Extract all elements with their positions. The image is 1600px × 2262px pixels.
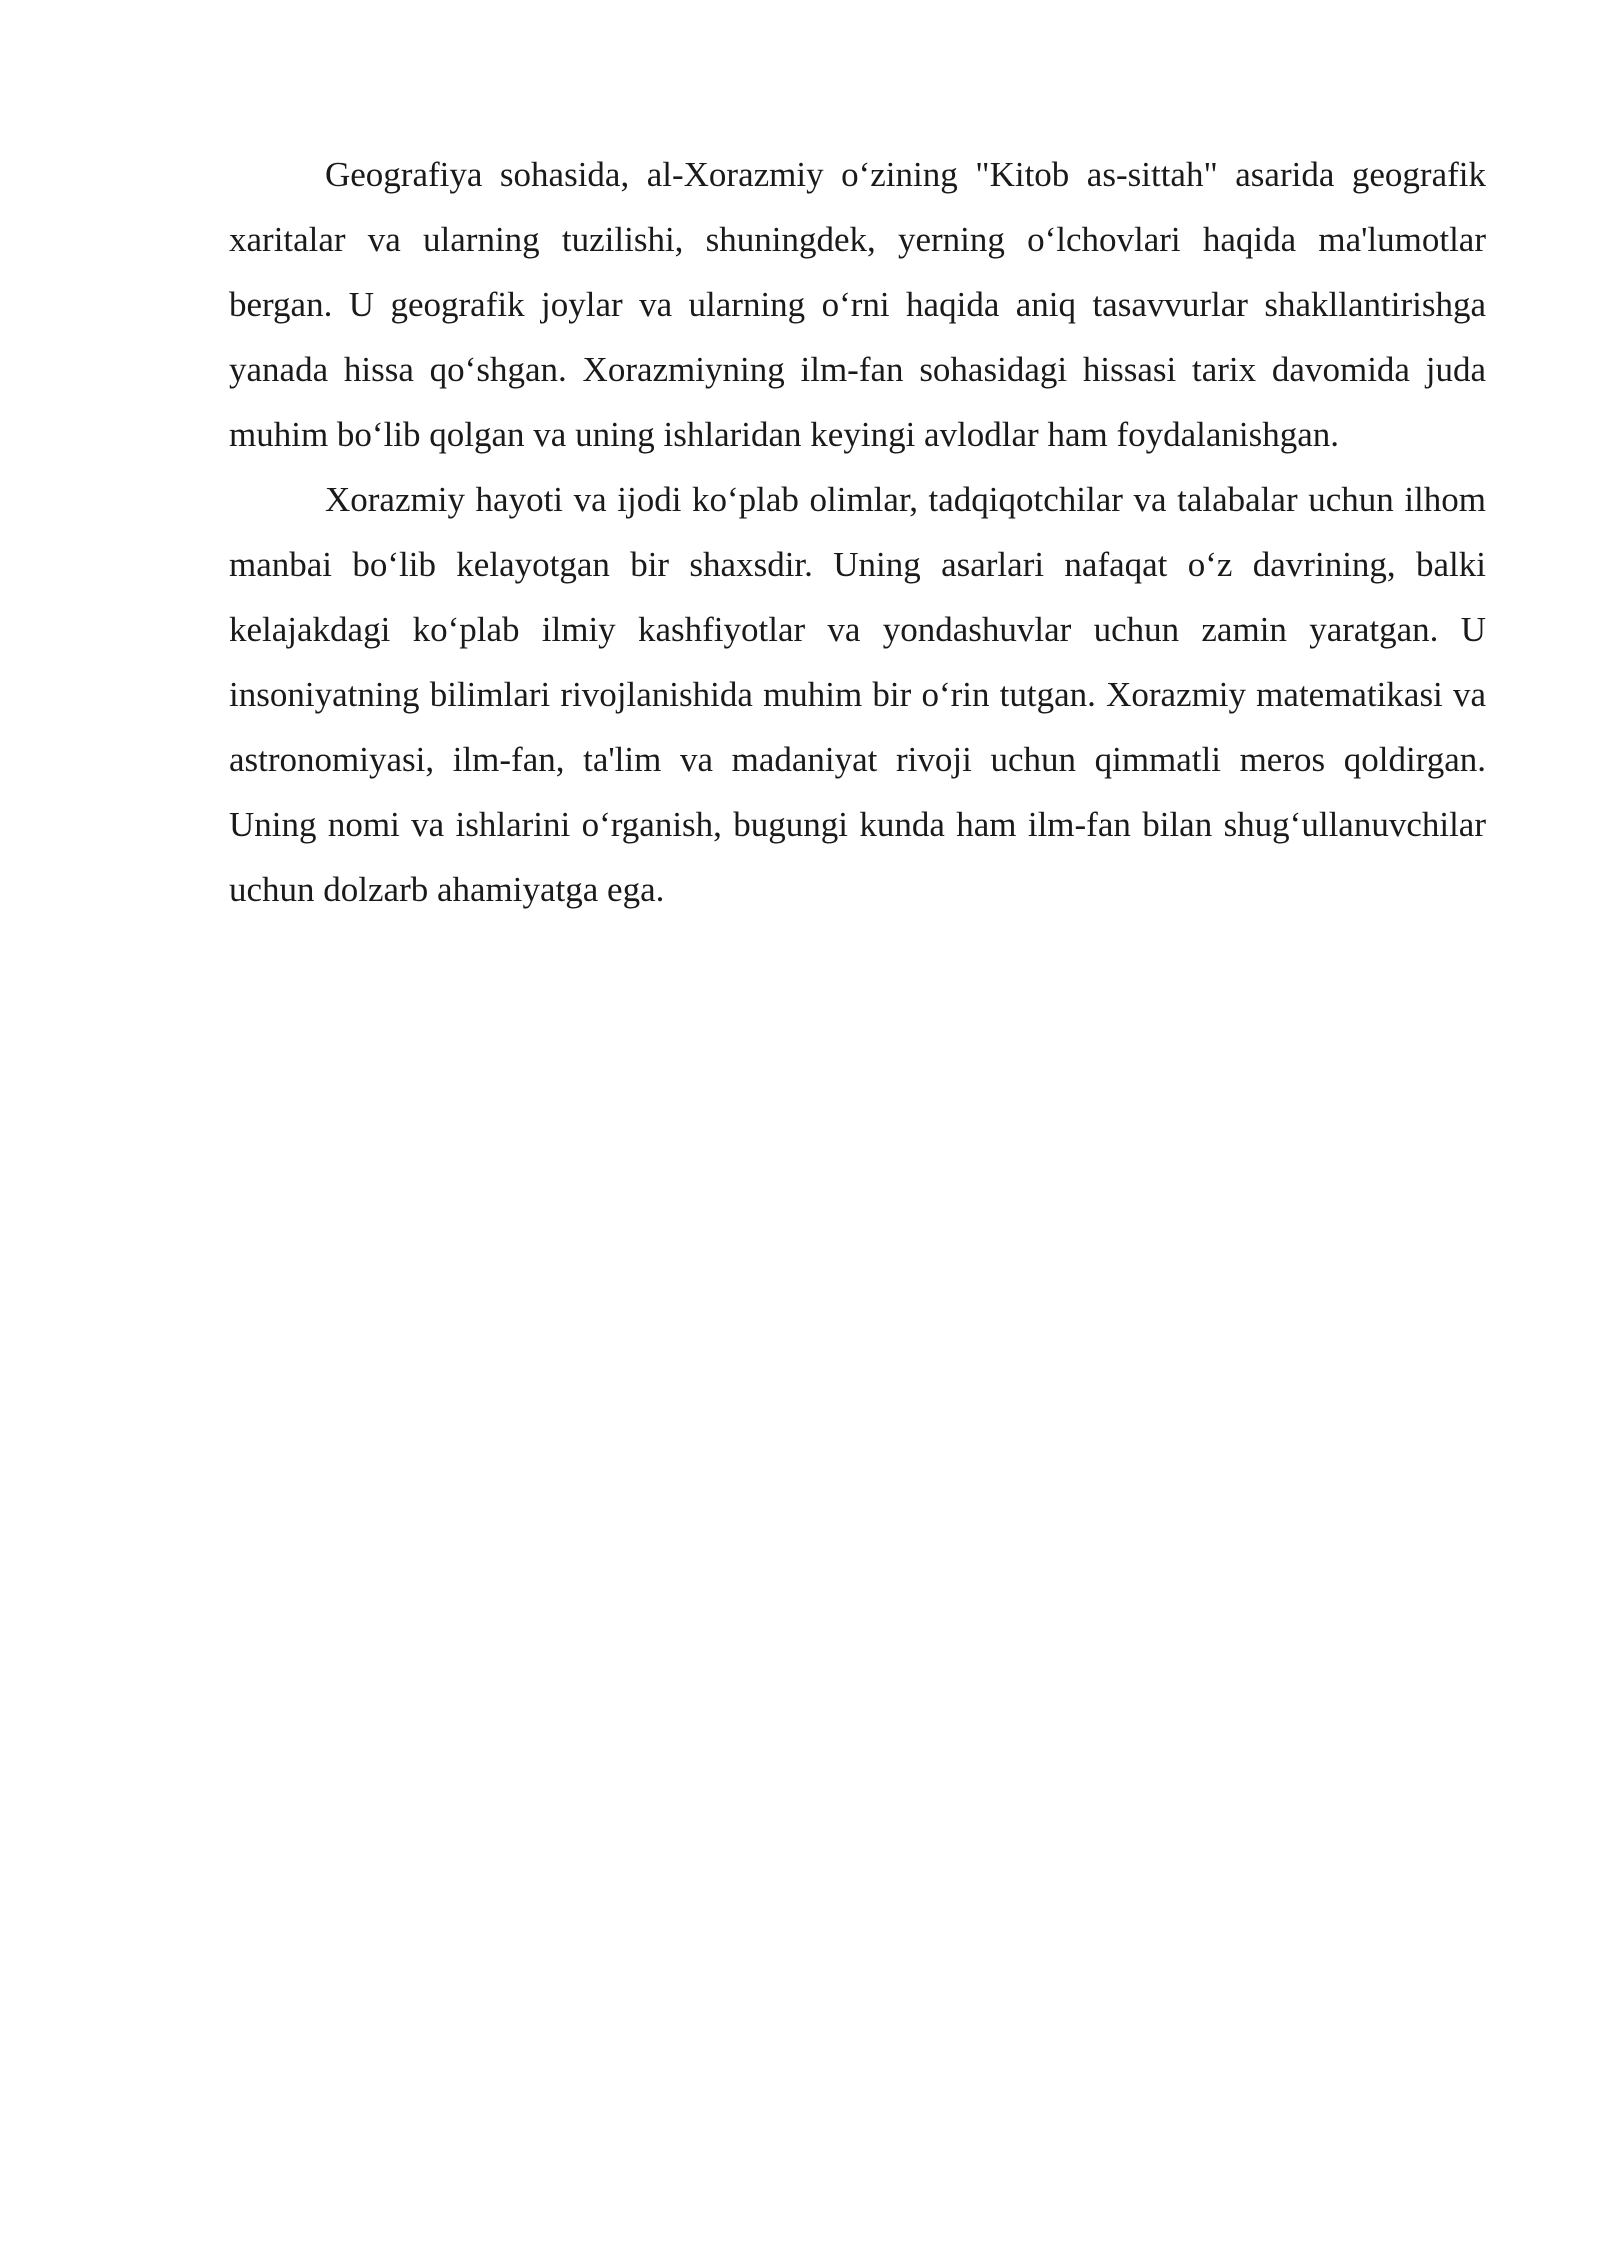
paragraph-geography: Geografiya sohasida, al-Xorazmiy o‘zining "Kitob as-sittah" asarida geografik xaritalar va ularning tuzilishi, shuningdek, yerning o‘lchovlari haqida ma'lumotlar bergan. U geografik joylar va ularning o‘rni haqida aniq tasavvurlar shakllantirishga yanada hissa qo‘shgan. Xorazmiyning ilm-fan sohasidagi hissasi tarix davomida juda muhim bo‘lib qolgan va uning ishlaridan keyingi avlodlar ham foydalanishgan. (229, 155, 1486, 454)
document-body (229, 142, 1486, 922)
paragraph-legacy: Xorazmiy hayoti va ijodi ko‘plab olimlar, tadqiqotchilar va talabalar uchun ilhom manbai bo‘lib kelayotgan bir shaxsdir. Uning asarlari nafaqat o‘z davrining, balki kelajakdagi ko‘plab ilmiy kashfiyotlar va yondashuvlar uchun zamin yaratgan. U insoniyatning bilimlari rivojlanishida muhim bir o‘rin tutgan. Xorazmiy matematikasi va astronomiyasi, ilm-fan, ta'lim va madaniyat rivoji uchun qimmatli meros qoldirgan. Uning nomi va ishlarini o‘rganish, bugungi kunda ham ilm-fan bilan shug‘ullanuvchilar uchun dolzarb ahamiyatga ega. (229, 480, 1486, 909)
